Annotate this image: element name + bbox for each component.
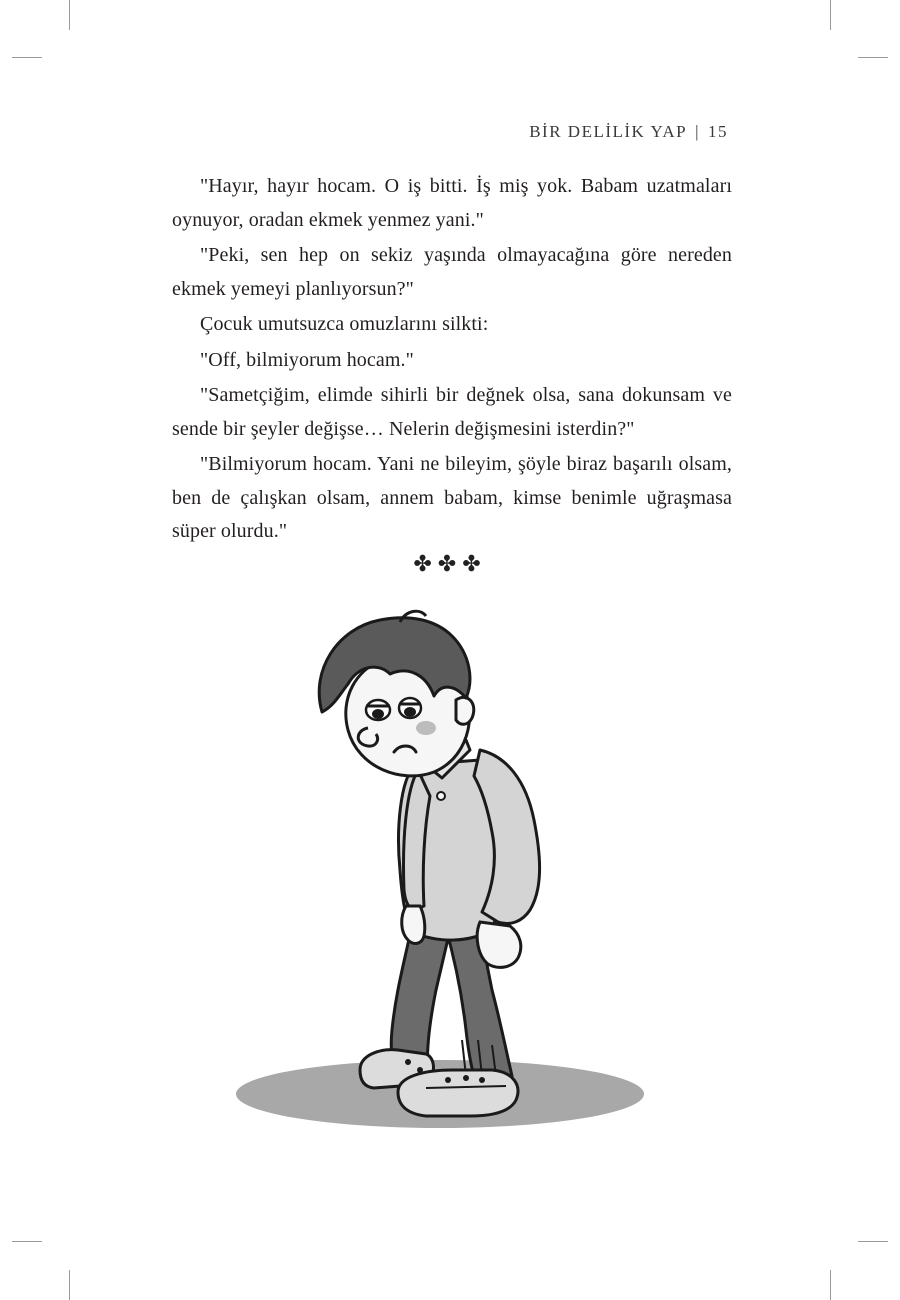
- sad-boy-cartoon-icon: [230, 600, 650, 1144]
- right-shoe: [398, 1070, 518, 1116]
- crop-mark: [69, 1270, 70, 1300]
- crop-mark: [69, 0, 70, 30]
- left-hand: [402, 906, 425, 943]
- crop-mark: [830, 1270, 831, 1300]
- paragraph: Çocuk umutsuzca omuzlarını silkti:: [200, 313, 489, 335]
- crop-mark: [858, 57, 888, 58]
- paragraph: "Hayır, hayır hocam. O iş bitti. İş miş yok. Babam uzatmaları oynuyor, oradan ekmek yenmez yani.": [172, 175, 732, 231]
- page-number: 15: [708, 122, 728, 141]
- section-break-ornament: ✤✤✤: [413, 552, 487, 577]
- book-title: BİR DELİLİK YAP: [529, 122, 688, 141]
- header-separator: |: [695, 122, 700, 141]
- crop-mark: [12, 57, 42, 58]
- crop-mark: [830, 0, 831, 30]
- illustration-svg: [230, 600, 650, 1140]
- paragraph: "Off, bilmiyorum hocam.": [200, 348, 414, 371]
- right-hand: [477, 922, 521, 967]
- paragraph: "Bilmiyorum hocam. Yani ne bileyim, şöyle biraz başarılı olsam, ben de çalışkan olsam, annem babam, kimse benimle uğraşmasa süper olurdu.": [172, 453, 732, 542]
- shirt-button: [437, 792, 445, 800]
- ear: [456, 697, 474, 724]
- paragraph: "Sametçiğim, elimde sihirli bir değnek olsa, sana dokunsam ve sende bir şeyler değişse… Nelerin değişmesini isterdin?": [172, 384, 732, 440]
- crop-mark: [12, 1241, 42, 1242]
- paragraph: "Peki, sen hep on sekiz yaşında olmayacağına göre nereden ekmek yemeyi planlıyorsun?": [172, 244, 732, 300]
- running-head: [529, 122, 728, 142]
- crop-mark: [858, 1241, 888, 1242]
- body-text: [172, 170, 732, 551]
